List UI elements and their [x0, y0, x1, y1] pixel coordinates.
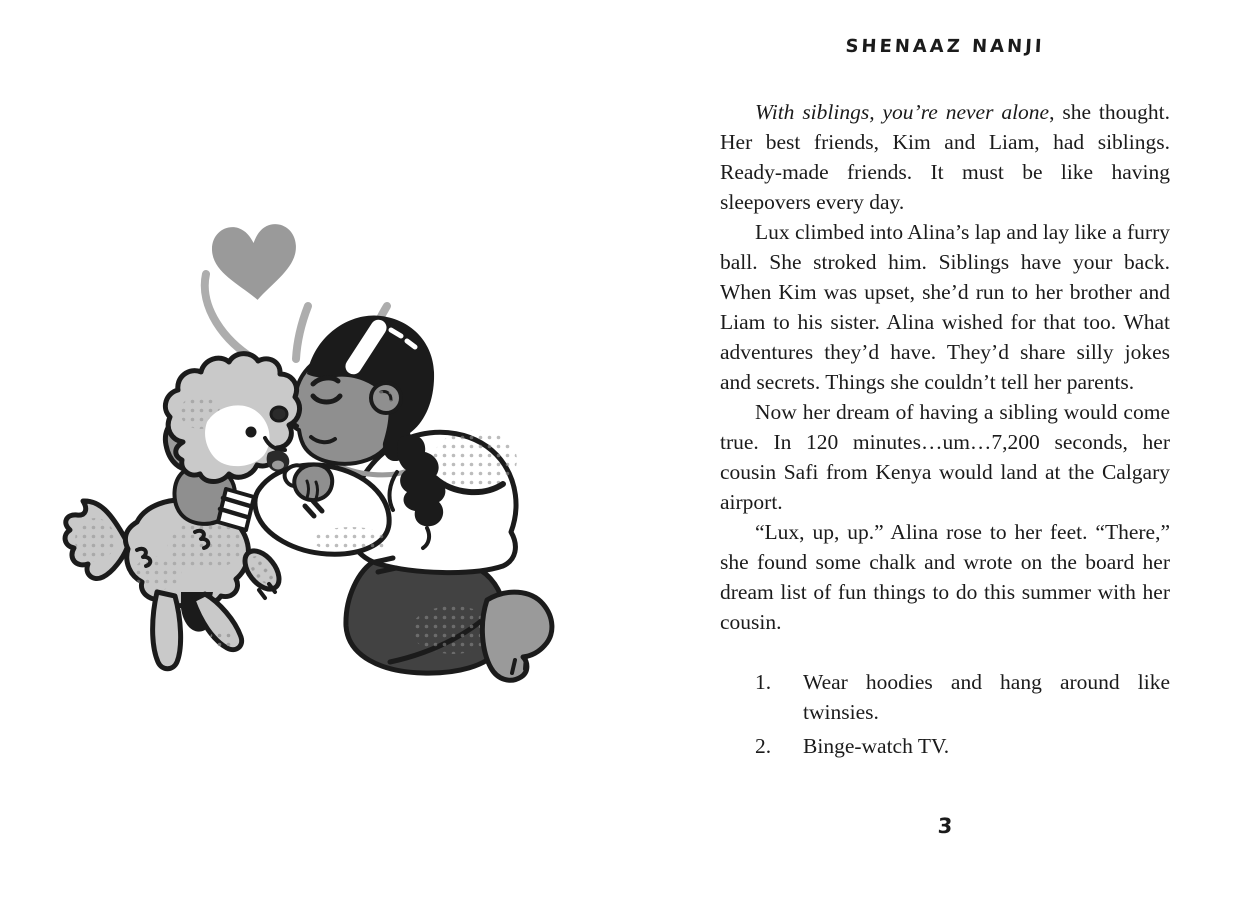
illustration-figure	[55, 210, 625, 700]
list-item-2-text: Binge-watch TV.	[803, 734, 950, 758]
dog-rear-paw	[238, 545, 286, 598]
text-page	[720, 0, 1170, 900]
list-item-1	[755, 667, 1170, 727]
dog-tongue	[272, 461, 284, 470]
girl-hand	[294, 465, 332, 501]
paragraph-3: Now her dream of having a sibling would come true. In 120 minutes…um…7,200 seconds, her cousin Safi from Kenya would land at the Calgary airport.	[720, 400, 1170, 514]
running-head-author: SHENAAZ NANJI	[844, 36, 1046, 57]
paragraph-4: “Lux, up, up.” Alina rose to her feet. “There,” she found some chalk and wrote on the board her dream list of fun things to do this summer with her cousin.	[720, 520, 1170, 634]
body-text	[720, 97, 1170, 765]
list-number-1: 1.	[755, 670, 772, 694]
dog-face-patch	[205, 405, 270, 466]
heart-icon	[210, 223, 299, 303]
italic-phrase: With siblings, you’re never alone	[755, 100, 1050, 124]
list-item-2	[755, 731, 1170, 761]
page-number: 3	[937, 814, 953, 838]
paragraph-1-text: , she thought. Her best friends, Kim and Liam, had siblings. Ready-made friends. It must be like having sleepovers every day.	[720, 100, 1171, 214]
dream-list	[720, 667, 1170, 761]
dog-hind-leg	[153, 592, 181, 669]
dog-eye	[246, 427, 257, 438]
paragraph-2: Lux climbed into Alina’s lap and lay like a furry ball. She stroked him. Siblings have your back. When Kim was upset, she’d run to her brother and Liam to his sister. Alina wished for that too. What adventures they’d have. They’d share silly jokes and secrets. Things she couldn’t tell her parents.	[720, 220, 1170, 394]
list-number-2: 2.	[755, 734, 772, 758]
girl-foot	[482, 592, 552, 680]
illustration-girl-hugging-dog-image	[55, 210, 625, 700]
dog-nose	[271, 407, 287, 421]
paragraph-1	[720, 97, 1170, 217]
list-item-1-text: Wear hoodies and hang around like twinsies.	[803, 670, 1170, 724]
